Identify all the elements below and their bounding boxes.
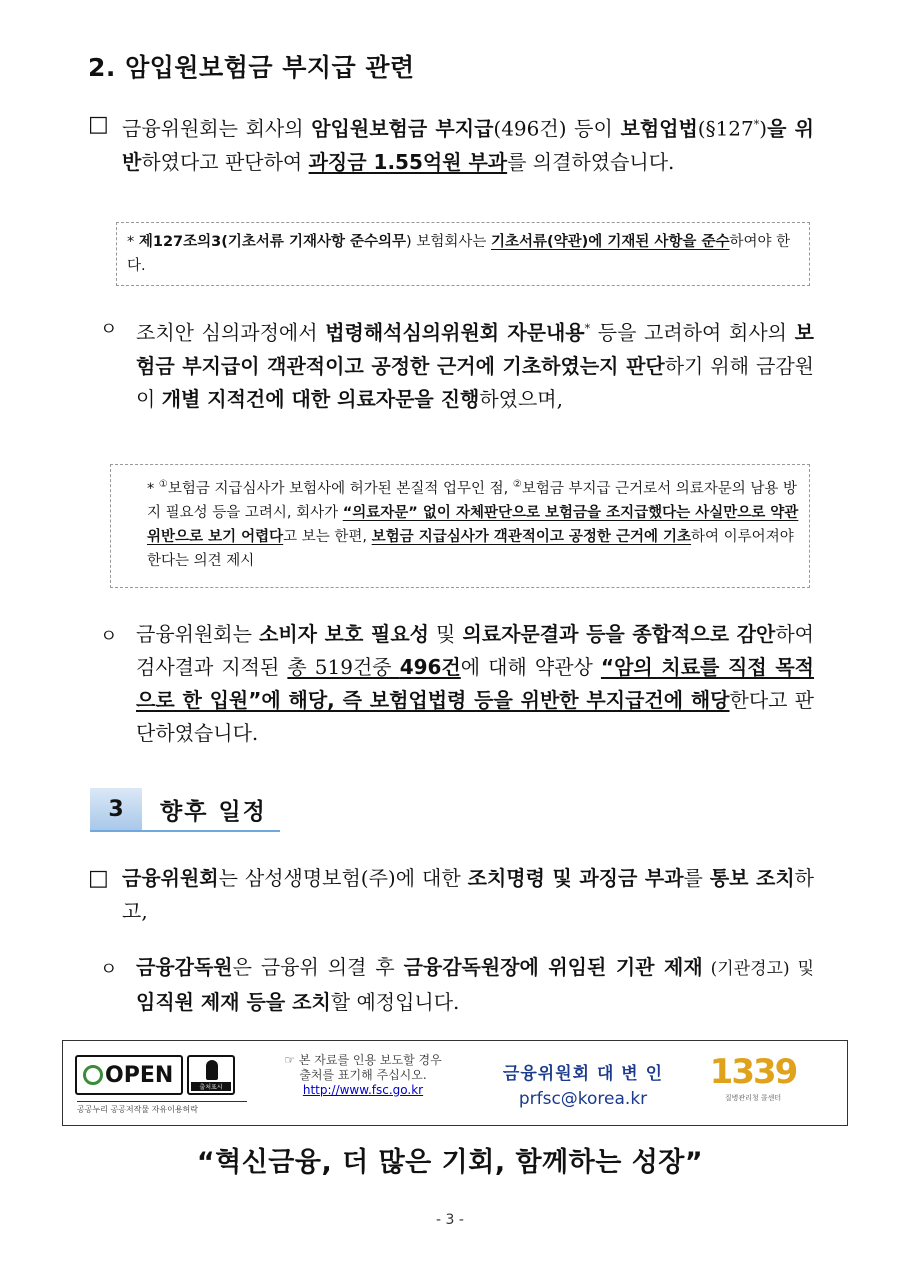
footnote-box-article-127: * 제127조의3(기초서류 기재사항 준수의무) 보험회사는 기초서류(약관)에 기재된 사항을 준수하여야 한다. (116, 222, 810, 286)
callcenter-1339-logo: 1339 질병관리청 콜센터 (709, 1052, 797, 1102)
spokesperson-email[interactable]: prfsc@korea.kr (518, 1089, 648, 1109)
section-3-title: 향후 일정 (160, 798, 267, 825)
paragraph-medical-advice: 조치안 심의과정에서 법령해석심의위원회 자문내용* 등을 고려하여 회사의 보험금 부지급이 객관적이고 공정한 근거에 기초하였는지 판단하기 위해 금감원이 개별 지적건에 대한 의료자문을 진행하였으며, (136, 320, 814, 411)
paragraph-notice-action: 금융위원회는 삼성생명보험(주)에 대한 조치명령 및 과징금 부과를 통보 조치하고, (122, 866, 814, 923)
square-bullet: □ (88, 112, 109, 137)
person-icon (206, 1060, 218, 1080)
page-number: - 3 - (436, 1212, 464, 1228)
paragraph-fss-sanction: 금융감독원은 금융위 의결 후 금융감독원장에 위임된 기관 제재 (기관경고) 및 임직원 제재 등을 조치할 예정입니다. (136, 955, 814, 1014)
footer-info-box (62, 1040, 848, 1126)
open-circle-icon (83, 1065, 103, 1085)
spokesperson-label: 금융위원회 대 변 인 (502, 1064, 664, 1084)
section-number-badge: 3 (90, 788, 142, 830)
section-3-heading (90, 788, 280, 832)
kogl-open-logo: OPEN 출처표시 (75, 1055, 235, 1099)
kogl-caption: 공공누리 공공저작물 자유이용허락 (77, 1101, 247, 1115)
footnote-box-committee-opinion: * ①보험금 지급심사가 보험사에 허가된 본질적 업무인 점, ②보험금 부지급 근거로서 의료자문의 남용 방지 필요성 등을 고려시, 회사가 “의료자문” 없이 자체판단으로 보험금을 조지급했다는 사실만으로 약관 위반으로 보기 어렵다고 보는 한편, 보험금 지급심사가 객관적이고 공정한 근거에 기초하여 이루어져야 한다는 의견 제시 (110, 464, 810, 588)
section-2-heading: 2. 암입원보험금 부지급 관련 (88, 53, 415, 82)
circle-bullet: ㅇ (100, 959, 118, 980)
paragraph-violation-judgement: 금융위원회는 소비자 보호 필요성 및 의료자문결과 등을 종합적으로 감안하여 검사결과 지적된 총 519건중 496건에 대해 약관상 “암의 치료를 직접 목적으로 한 입원”에 해당, 즉 보험업법령 등을 위반한 부지급건에 해당한다고 판단하였습니다. (136, 622, 814, 745)
paragraph-fine-decision: 금융위원회는 회사의 암입원보험금 부지급(496건) 등이 보험업법(§127*)을 위반하였다고 판단하여 과징금 1.55억원 부과를 의결하였습니다. (122, 116, 814, 174)
citation-notice: ☞ 본 자료를 인용 보도할 경우 출처를 표기해 주십시오. http://www.fsc.go.kr (284, 1053, 442, 1097)
circle-bullet: ㅇ (100, 626, 118, 647)
slogan: “혁신금융, 더 많은 기회, 함께하는 성장” (196, 1147, 704, 1178)
circle-bullet: ㅇ (100, 319, 118, 340)
square-bullet: □ (88, 866, 109, 891)
fsc-website-link[interactable]: http://www.fsc.go.kr (302, 1083, 424, 1097)
